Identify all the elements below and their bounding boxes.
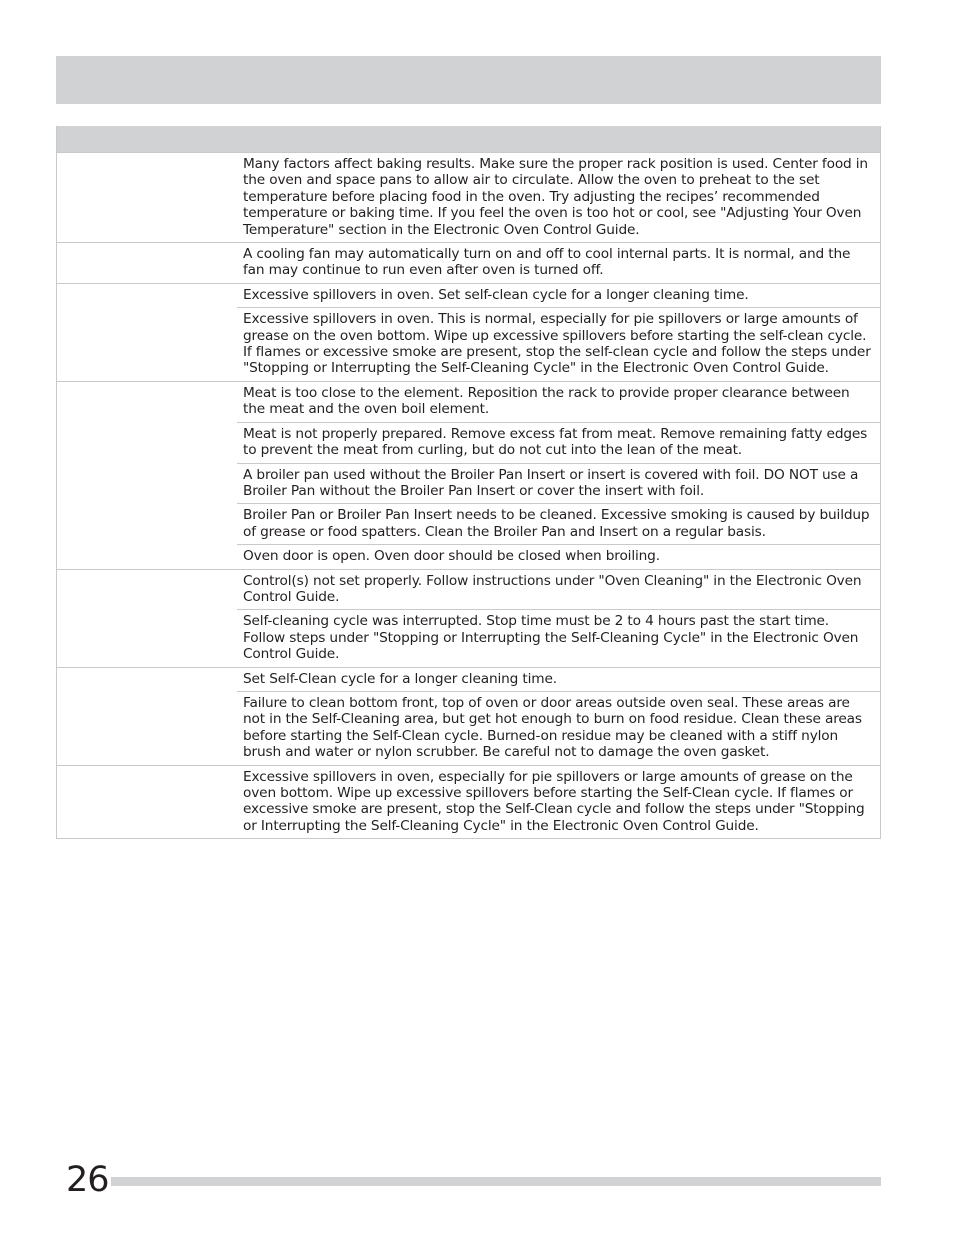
solution-text: A cooling fan may automatically turn on and off to cool internal parts. It is normal, and the fan may continue to run even after oven is turned off.	[243, 246, 851, 279]
problem-cell	[57, 382, 237, 569]
table-row	[57, 765, 880, 839]
problem-cell	[57, 668, 237, 765]
solution-text: Meat is not properly prepared. Remove excess fat from meat. Remove remaining fatty edges to prevent the meat from curling, but do not cut into the lean of the meat.	[237, 422, 880, 463]
problem-cell	[57, 766, 237, 839]
title-bar	[56, 56, 881, 104]
solutions-cell	[237, 284, 880, 381]
solution-text: Broiler Pan or Broiler Pan Insert needs to be cleaned. Excessive smoking is caused by buildup of grease or food spatters. Clean the Broiler Pan and Insert on a regular basis.	[237, 503, 880, 544]
solution-text: Excessive spillovers in oven. This is normal, especially for pie spillovers or large amounts of grease on the oven bottom. Wipe up excessive spillovers before starting the self-clean cycle. If flames or excessive smoke are present, stop the self-clean cycle and follow the steps under "Stopping or Interrupting the Self-Cleaning Cycle" in the Electronic Oven Control Guide.	[237, 307, 880, 381]
solution-text: Excessive spillovers in oven, especially for pie spillovers or large amounts of grease on the oven bottom. Wipe up excessive spillovers before starting the Self-Clean cycle. If flames or excessive smoke are present, stop the Self-Clean cycle and follow the steps under "Stopping or Interrupting the Self-Cleaning Cycle" in the Electronic Oven Control Guide.	[243, 768, 865, 834]
footer-rule	[100, 1177, 881, 1186]
table-row	[57, 242, 880, 283]
solution-text: Many factors affect baking results. Make sure the proper rack position is used. Center food in the oven and space pans to allow air to circulate. Allow the oven to preheat to the set temperature before placing food in the oven. Try adjusting the recipes’ recommended temperature or baking time. If you feel the oven is too hot or cool, see "Adjusting Your Oven Temperature" section in the Electronic Oven Control Guide.	[243, 156, 868, 238]
solution-text: Failure to clean bottom front, top of oven or door areas outside oven seal. These areas are not in the Self-Cleaning area, but get hot enough to burn on food residue. Clean these areas before starting the Self-Clean cycle. Burned-on residue may be cleaned with a stiff nylon brush and water or nylon scrubber. Be careful not to damage the oven gasket.	[237, 691, 880, 765]
solutions-cell	[237, 243, 880, 283]
table-row	[57, 152, 880, 242]
solutions-cell	[237, 153, 880, 242]
solution-text: Self-cleaning cycle was interrupted. Stop time must be 2 to 4 hours past the start time. Follow steps under "Stopping or Interrupting the Self-Cleaning Cycle" in the Electronic Oven Control Guide.	[237, 609, 880, 666]
solutions-cell	[237, 766, 880, 839]
solution-text: Excessive spillovers in oven. Set self-clean cycle for a longer cleaning time.	[243, 286, 749, 303]
problem-cell	[57, 243, 237, 283]
troubleshooting-table	[56, 126, 881, 839]
solution-text: A broiler pan used without the Broiler Pan Insert or insert is covered with foil. DO NOT use a Broiler Pan without the Broiler Pan Insert or cover the insert with foil.	[237, 463, 880, 504]
solution-text: Set Self-Clean cycle for a longer cleaning time.	[243, 670, 557, 687]
table-row	[57, 667, 880, 765]
problem-cell	[57, 570, 237, 667]
solutions-cell	[237, 668, 880, 765]
table-header	[57, 126, 880, 152]
page-number: 26	[66, 1160, 109, 1200]
solutions-cell	[237, 570, 880, 667]
solution-text: Meat is too close to the element. Reposition the rack to provide proper clearance between the meat and the oven boil element.	[243, 384, 850, 418]
solutions-cell	[237, 382, 880, 569]
table-row	[57, 381, 880, 569]
problem-cell	[57, 284, 237, 381]
table-row	[57, 569, 880, 667]
table-row	[57, 283, 880, 381]
solution-text: Oven door is open. Oven door should be closed when broiling.	[237, 544, 880, 568]
problem-cell	[57, 153, 237, 242]
solution-text: Control(s) not set properly. Follow instructions under "Oven Cleaning" in the Electronic Oven Control Guide.	[243, 572, 862, 605]
